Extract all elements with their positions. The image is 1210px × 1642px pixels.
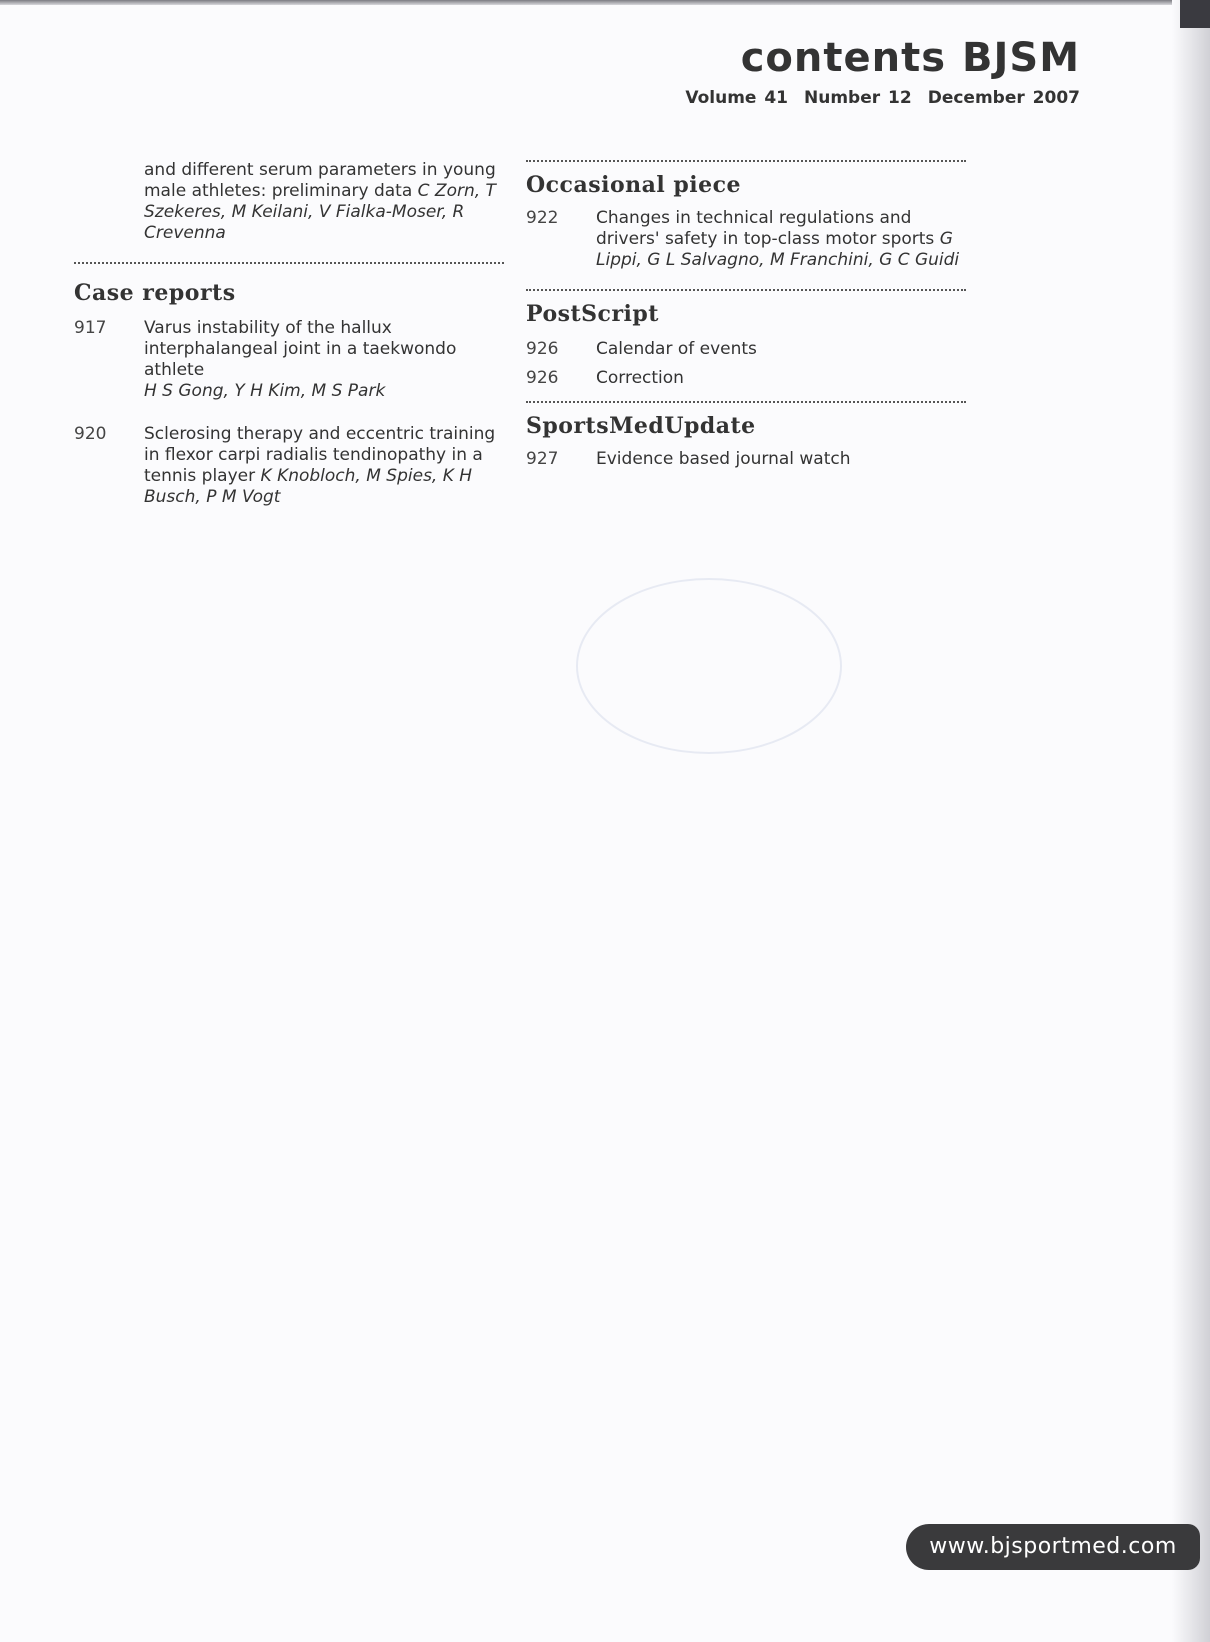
entry-text	[596, 208, 966, 271]
entry-text	[144, 318, 504, 402]
faint-library-stamp	[576, 578, 842, 754]
toc-entry[interactable]	[526, 368, 966, 389]
entry-page-number: 920	[74, 424, 107, 444]
toc-entry[interactable]	[74, 424, 504, 508]
section-divider	[526, 401, 966, 403]
section-heading-occasional-piece: Occasional piece	[526, 172, 742, 198]
volume-label: Volume 41	[685, 88, 789, 108]
toc-entry[interactable]	[526, 339, 966, 360]
toc-entry[interactable]	[526, 208, 966, 271]
entry-page-number: 927	[526, 449, 559, 469]
entry-title: Correction	[596, 368, 684, 388]
entry-title: Sclerosing therapy and eccentric training in flexor carpi radialis tendinopathy in a tennis player	[144, 424, 496, 486]
entry-title: Varus instability of the hallux interphalangeal joint in a taekwondo athlete	[144, 318, 457, 380]
entry-title: Changes in technical regulations and drivers' safety in top-class motor sports	[596, 208, 935, 249]
entry-title: Evidence based journal watch	[596, 449, 851, 469]
entry-page-number: 922	[526, 208, 559, 228]
left-column	[74, 160, 504, 508]
entry-page-number: 926	[526, 339, 559, 359]
entry-text	[144, 160, 504, 244]
toc-entry[interactable]	[74, 318, 504, 402]
right-column	[526, 160, 966, 470]
contents-label: contents	[740, 35, 947, 81]
issue-info	[685, 88, 1080, 108]
section-divider	[526, 289, 966, 291]
section-heading-sportsmedupdate: SportsMedUpdate	[526, 413, 756, 439]
section-divider	[74, 262, 504, 264]
section-divider	[526, 160, 966, 162]
section-heading-postscript: PostScript	[526, 301, 659, 327]
section-heading-case-reports: Case reports	[74, 280, 236, 306]
entry-authors: C Zorn, T Szekeres, M Keilani, V Fialka-Moser, R Crevenna	[144, 181, 496, 243]
toc-entry[interactable]	[526, 449, 966, 470]
entry-title: Calendar of events	[596, 339, 757, 359]
entry-authors: K Knobloch, M Spies, K H Busch, P M Vogt	[144, 466, 473, 507]
page-top-edge	[0, 0, 1210, 5]
entry-text	[144, 424, 504, 508]
journal-name: BJSM	[962, 35, 1080, 81]
page-corner-shadow	[1180, 0, 1210, 28]
page-right-edge	[1172, 0, 1210, 1642]
entry-page-number: 917	[74, 318, 107, 338]
number-label: Number 12	[804, 88, 912, 108]
website-url-badge[interactable]: www.bjsportmed.com	[906, 1524, 1200, 1570]
date-label: December 2007	[927, 88, 1080, 108]
entry-page-number: 926	[526, 368, 559, 388]
entry-title: and different serum parameters in young male athletes: preliminary data	[144, 160, 496, 201]
header-title	[685, 34, 1080, 82]
entry-authors: H S Gong, Y H Kim, M S Park	[144, 381, 386, 401]
entry-authors: G Lippi, G L Salvagno, M Franchini, G C Guidi	[596, 229, 960, 270]
contents-header	[685, 34, 1080, 108]
entry-page-blank	[74, 160, 144, 244]
continued-entry[interactable]	[74, 160, 504, 244]
